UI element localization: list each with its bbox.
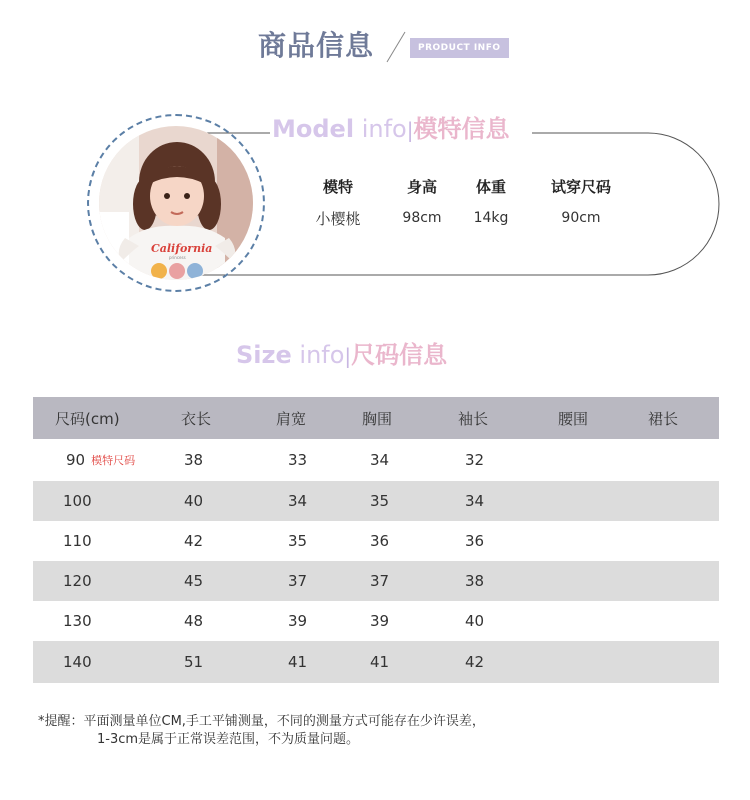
cell-size: 120 — [63, 572, 92, 590]
cell-length: 40 — [184, 492, 204, 510]
table-row — [33, 641, 719, 683]
cell-shoulder: 41 — [288, 653, 308, 671]
cell-size: 140 — [63, 653, 92, 671]
cell-size: 100 — [63, 492, 92, 510]
cell-chest: 37 — [370, 572, 390, 590]
size-info-heading: Size info|尺码信息 — [236, 341, 448, 369]
cell-length: 38 — [184, 451, 204, 469]
header-chest: 胸围 — [362, 409, 393, 428]
cell-shoulder: 35 — [288, 532, 308, 550]
cell-size — [66, 439, 135, 481]
cell-sleeve: 42 — [465, 653, 485, 671]
title-divider — [385, 30, 407, 64]
shirt-text: California — [151, 242, 213, 255]
shirt-subtext: princess — [169, 255, 186, 260]
model-heading-en-light: info — [361, 115, 407, 143]
model-value-name: 小樱桃 — [315, 210, 361, 228]
table-row — [33, 439, 719, 481]
cell-chest: 41 — [370, 653, 390, 671]
title-en-badge: PRODUCT INFO — [410, 38, 509, 58]
cell-shoulder: 39 — [288, 612, 308, 630]
model-label-name: 模特 — [322, 178, 353, 196]
table-header-row — [33, 397, 719, 439]
table-row — [33, 521, 719, 561]
cell-sleeve: 32 — [465, 451, 485, 469]
cell-length: 48 — [184, 612, 204, 630]
cell-shoulder: 34 — [288, 492, 308, 510]
table-row — [33, 601, 719, 641]
size-table — [33, 397, 719, 683]
model-value-weight: 14kg — [473, 210, 509, 226]
cell-length: 45 — [184, 572, 204, 590]
header-waist: 腰围 — [558, 409, 589, 428]
model-label-weight: 体重 — [475, 178, 506, 196]
cell-shoulder: 37 — [288, 572, 308, 590]
size-heading-en-light: info — [299, 341, 345, 369]
header-size: 尺码(cm) — [55, 409, 120, 428]
cell-sleeve: 36 — [465, 532, 485, 550]
cell-size: 130 — [63, 612, 92, 630]
cell-size: 110 — [63, 532, 92, 550]
table-row — [33, 481, 719, 521]
cell-shoulder: 33 — [288, 451, 308, 469]
model-label-height: 身高 — [406, 178, 437, 196]
cell-chest: 35 — [370, 492, 390, 510]
model-info-heading: Model info|模特信息 — [272, 115, 510, 143]
cell-sleeve: 34 — [465, 492, 485, 510]
model-heading-cn: 模特信息 — [413, 115, 510, 143]
page-title: 商品信息 — [258, 29, 375, 62]
model-value-tried-size: 90cm — [561, 210, 601, 226]
model-size-tag: 模特尺码 — [91, 454, 136, 467]
header-skirt-length: 裙长 — [648, 409, 679, 428]
model-label-tried-size: 试穿尺码 — [550, 178, 611, 196]
measurement-note-line2: 1-3cm是属于正常误差范围，不为质量问题。 — [97, 732, 360, 747]
size-heading-en: Size — [236, 341, 292, 369]
model-value-height: 98cm — [402, 210, 442, 226]
cell-sleeve: 38 — [465, 572, 485, 590]
cell-chest: 36 — [370, 532, 390, 550]
size-heading-cn: 尺码信息 — [351, 341, 448, 369]
cell-sleeve: 40 — [465, 612, 485, 630]
header-length: 衣长 — [181, 409, 212, 428]
cell-chest: 34 — [370, 451, 390, 469]
measurement-note-line1: *提醒：平面测量单位CM,手工平铺测量，不同的测量方式可能存在少许误差， — [38, 714, 485, 729]
cell-length: 51 — [184, 653, 204, 671]
model-avatar — [99, 126, 253, 280]
cell-length: 42 — [184, 532, 204, 550]
header-shoulder: 肩宽 — [276, 409, 307, 428]
size-value: 90 — [66, 451, 86, 469]
table-row — [33, 561, 719, 601]
model-heading-en: Model — [272, 115, 355, 143]
cell-chest: 39 — [370, 612, 390, 630]
header-sleeve: 袖长 — [458, 409, 489, 428]
model-photo — [99, 126, 253, 280]
